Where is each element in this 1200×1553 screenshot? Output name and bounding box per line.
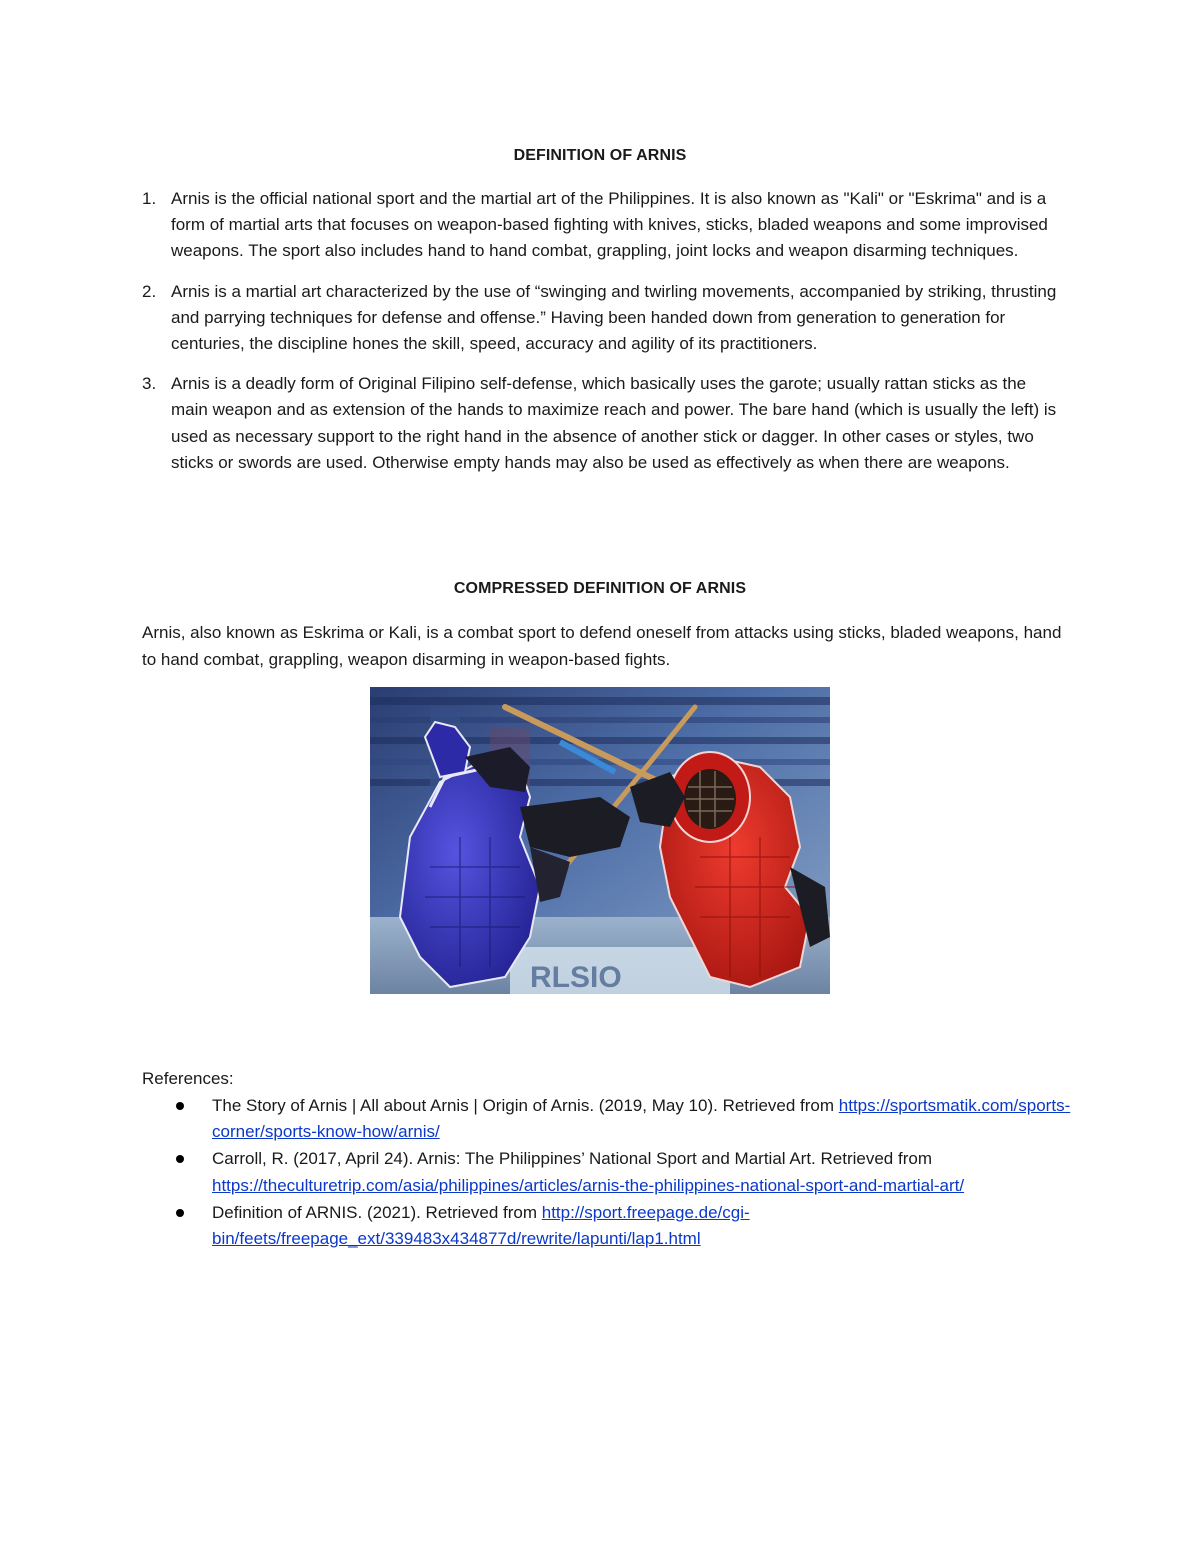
list-number: 2. bbox=[142, 281, 157, 301]
list-item-text: Arnis is the official national sport and the martial art of the Philippines. It is also known as "Kali" or "Eskrima" and is a form of martial arts that focuses on weapon-based fighting with knives, sticks, bladed weapons and some improvised weapons. The sport also includes hand to hand combat, grappling, joint locks and weapon disarming techniques. bbox=[171, 189, 1048, 261]
section-heading: COMPRESSED DEFINITION OF ARNIS bbox=[453, 580, 747, 597]
list-item-text: Arnis is a deadly form of Original Filipino self-defense, which basically uses the garote; usually rattan sticks as the main weapon and as extension of the hands to maximize reach and power. The bare hand (which is usually the left) is used as necessary support to the right hand in the absence of another stick or dagger. In other cases or styles, two sticks or swords are used. Otherwise empty hands may also be used as effectively as when there are weapons. bbox=[171, 374, 1057, 472]
references-label: References: bbox=[142, 1069, 234, 1088]
list-item bbox=[142, 1200, 1072, 1252]
reference-link[interactable]: http://sport.freepage.de/cgi-bin/feets/freepage_ext/339483x434877d/rewrite/lapunti/lap1.html bbox=[212, 1202, 750, 1249]
reference-text: The Story of Arnis | All about Arnis | Origin of Arnis. (2019, May 10). Retrieved from bbox=[212, 1096, 839, 1115]
list-number: 3. bbox=[142, 374, 157, 394]
definition-list bbox=[142, 186, 1062, 490]
photo-banner-text: RLSIO bbox=[530, 961, 622, 994]
reference-link[interactable]: https://sportsmatik.com/sports-corner/sports-know-how/arnis/ bbox=[212, 1096, 1071, 1142]
bullet-icon bbox=[176, 1209, 184, 1217]
arnis-match-photo bbox=[370, 687, 830, 994]
list-item bbox=[142, 1093, 1072, 1145]
list-item bbox=[142, 371, 1062, 476]
references-list bbox=[142, 1093, 1072, 1253]
reference-text: Definition of ARNIS. (2021). Retrieved from bbox=[212, 1202, 542, 1222]
reference-link[interactable]: https://theculturetrip.com/asia/philippines/articles/arnis-the-philippines-national-sport-and-martial-art/ bbox=[212, 1175, 965, 1195]
page-title: DEFINITION OF ARNIS bbox=[513, 147, 687, 164]
list-item-text: Arnis is a martial art characterized by the use of “swinging and twirling movements, accompanied by striking, thrusting and parrying techniques for defense and offense.” Having been handed down from generation to generation for centuries, the discipline hones the skill, speed, accuracy and agility of its practitioners. bbox=[171, 281, 1057, 354]
bullet-icon bbox=[176, 1155, 184, 1163]
list-item bbox=[142, 279, 1062, 358]
bullet-icon bbox=[176, 1102, 184, 1110]
reference-text: Carroll, R. (2017, April 24). Arnis: The Philippines’ National Sport and Martial Art. Retrieved from bbox=[212, 1149, 932, 1169]
compressed-definition: Arnis, also known as Eskrima or Kali, is a combat sport to defend oneself from attacks using sticks, bladed weapons, hand to hand combat, grappling, weapon disarming in weapon-based fights. bbox=[142, 623, 1062, 669]
list-item bbox=[142, 186, 1062, 265]
list-item bbox=[142, 1146, 1072, 1198]
list-number: 1. bbox=[142, 189, 157, 208]
